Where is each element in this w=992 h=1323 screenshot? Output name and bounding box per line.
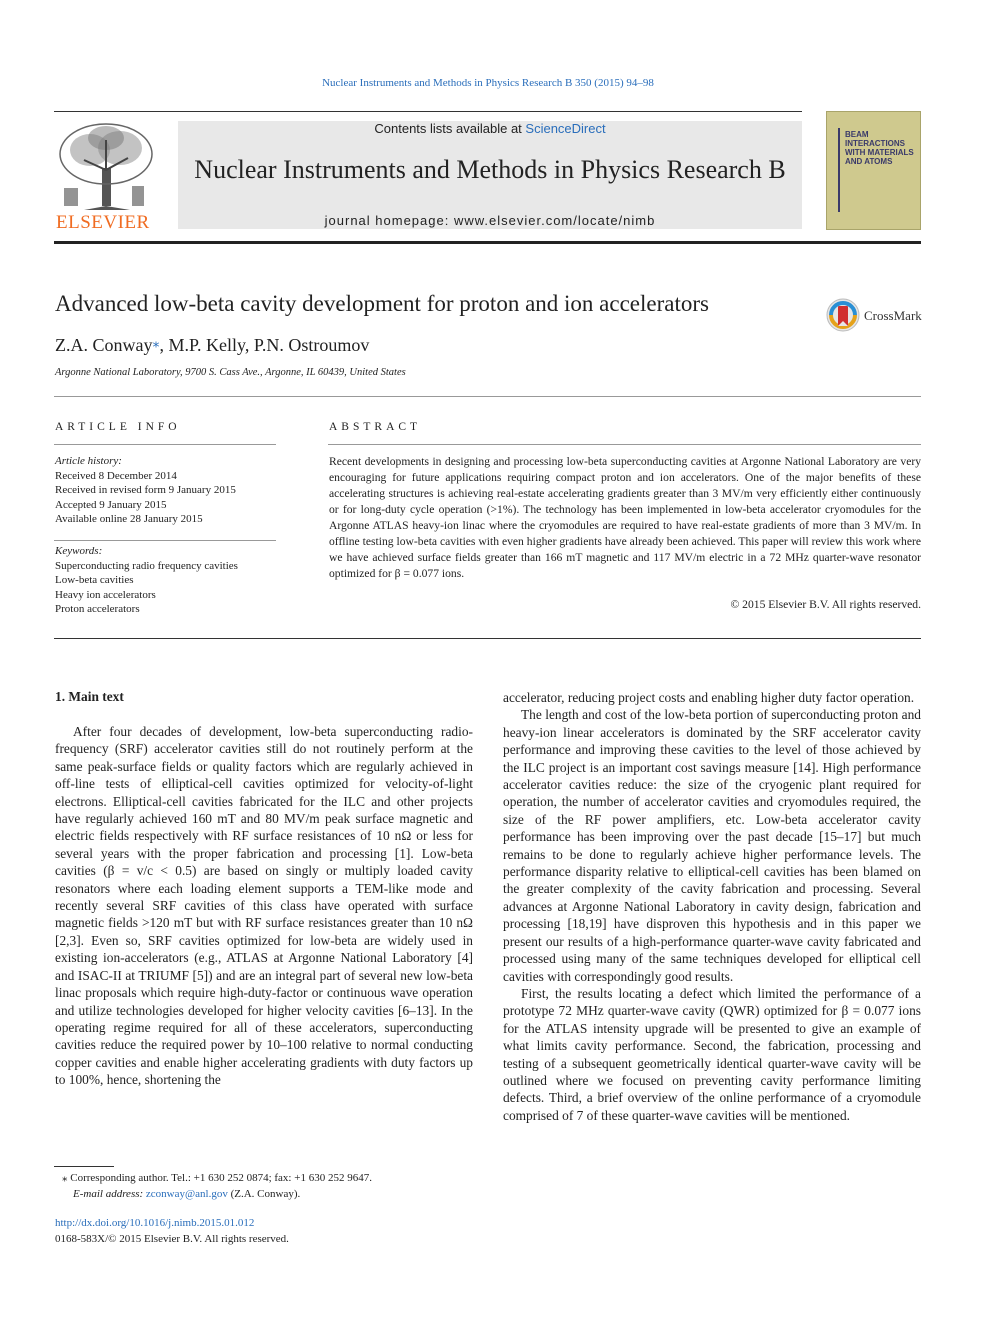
email-line: [62, 1186, 482, 1202]
history-accepted: Accepted 9 January 2015: [55, 498, 167, 511]
abstract-text: Recent developments in designing and processing low-beta superconducting cavities at Argonne National Laboratory are very encouraging for future applications requiring compact proton and ion accelerators. One of the major benefits of these accelerating structures is achieving real-estate accelerating gradients greater than 3 MV/m very efficiently either continuously or for long-duty cycle operation (>1%). The technology has been implemented in low-beta accelerator cryomodules for the Argonne ATLAS heavy-ion linac where the cryomodules are required to have real-estate gradients of more than 3 MV/m. In offline testing low-beta cavities with even higher gradients have already been achieved. This paper will review this work where we have achieved surface fields greater than 166 mT magnetic and 117 MV/m electric in a 72 MHz quarter-wave resonator optimized for β = 0.077 ions.: [329, 455, 921, 580]
contents-prefix: Contents lists available at: [374, 121, 526, 136]
keywords-label: Keywords:: [55, 545, 103, 557]
section-heading: 1. Main text: [55, 689, 124, 704]
cover-title: BEAM INTERACTIONS WITH MATERIALS AND ATOMS: [845, 130, 914, 166]
issn-line: 0168-583X/© 2015 Elsevier B.V. All rights reserved.: [55, 1233, 289, 1245]
affiliation: Argonne National Laboratory, 9700 S. Cass Ave., Argonne, IL 60439, United States: [55, 367, 406, 378]
keywords-rule: [54, 540, 276, 541]
paragraph: The length and cost of the low-beta portion of superconducting proton and heavy-ion linear accelerators is dominated by the SRF accelerator cavity performance and improving these cavities to the level of those achieved by the ILC project is an important cost savings measure [14]. High performance accelerator cavities reduce: the size of the cryogenic plant required for operation, the number of accelerator cavities and cryomodules required, the size of the RF power amplifiers, etc. Low-beta accelerator cavity performance has been improving over the past decade [15–17] but much remains to be done to regularly achieve higher performance levels. The performance disparity relative to elliptical-cell cavities has been blamed on the greater complexity of the cavity fabrication and processing. Several advances at Argonne National Laboratory in cavity design, fabrication and processing [18,19] have disproven this hypothesis and in this paper we present our results of a high-performance quarter-wave cavity fabricated and processed using many of the same techniques developed for elliptical cell cavities with correspondingly good results.: [503, 707, 921, 984]
crossmark-icon[interactable]: [826, 298, 860, 332]
cover-stripe: [838, 128, 840, 212]
corresponding-author-mark[interactable]: ⁎: [152, 336, 160, 351]
author-others: , M.P. Kelly, P.N. Ostroumov: [159, 335, 370, 355]
email-label: E-mail address:: [73, 1188, 144, 1200]
author-conway: Z.A. Conway: [55, 335, 153, 355]
info-top-rule: [54, 396, 921, 397]
footnote-rule: [54, 1166, 114, 1167]
article-title: Advanced low-beta cavity development for proton and ion accelerators: [55, 291, 709, 316]
keyword-item: Proton accelerators: [55, 603, 140, 615]
contents-line: [178, 121, 802, 136]
article-history: [55, 454, 277, 527]
keyword-item: Low-beta cavities: [55, 574, 134, 586]
keywords: [55, 544, 277, 617]
paragraph: After four decades of development, low-beta superconducting radio-frequency (SRF) accelerator cavities still do not routinely perform at the same peak-surface fields or quality factors which are regularly achieved in off-line tests of elliptical-cell cavities optimized for velocity-of-light electrons. Elliptical-cell cavities fabricated for the ILC and other projects have regularly achieved 160 mT and 80 MV/m peak surface magnetic and electric fields respectively with RF surface resistances of 10 nΩ or less for several years with the proper fabrication and processing [1]. Low-beta cavities (β = v/c < 0.5) are based on singly or multiply loaded cavity resonators where each loading element supports a TEM-like mode and recently several SRF cavities of this class have operated with surface magnetic fields >120 mT but with RF surface resistances greater than 10 nΩ [2,3]. Even so, SRF cavities optimized for low-beta are widely used in existing ion-accelerators (e.g., ATLAS at Argonne National Laboratory [4] and ISAC-II at TRIUMF [5]) and are an integral part of several new low-beta linac proposals which require high-duty-factor or continuous wave operation and utilize technologies developed for higher velocity cavities [6–13]. In the operating regime required for all of these accelerators, superconducting cavities reduce the required power by 10–100 relative to normal conducting copper cavities and enable higher accelerating gradients with duty factors up to 100%, hence, shortening the: [55, 724, 473, 1088]
elsevier-wordmark: ELSEVIER: [56, 212, 150, 233]
doi-block: [55, 1215, 475, 1247]
footnote-mark: ⁎: [62, 1172, 68, 1184]
keyword-item: Superconducting radio frequency cavities: [55, 559, 238, 572]
crossmark-label[interactable]: CrossMark: [864, 308, 922, 323]
article-info-heading: ARTICLE INFO: [55, 421, 181, 433]
journal-name: Nuclear Instruments and Methods in Physics Research B: [194, 155, 786, 184]
abstract-rule: [328, 444, 921, 445]
abstract-copyright: © 2015 Elsevier B.V. All rights reserved.: [730, 598, 921, 611]
history-online: Available online 28 January 2015: [55, 513, 203, 525]
article-info-rule: [54, 444, 276, 445]
email-link[interactable]: zconway@anl.gov: [145, 1188, 228, 1200]
paragraph: First, the results locating a defect which limited the performance of a prototype 72 MHz quarter-wave cavity (QWR) optimized for β = 0.077 ions for the ATLAS intensity upgrade will be presented to give an example of what limits cavity performance. Second, the fabrication, processing and testing of a subsequent geometrically identical quarter-wave cavity will be outlined where we focused on preventing cavity performance limiting defects. Third, a brief overview of the online performance of a cryomodule comprised of 7 of these quarter-wave cavities will be mentioned.: [503, 985, 921, 1123]
journal-homepage[interactable]: journal homepage: www.elsevier.com/locate/nimb: [324, 213, 656, 228]
corresponding-author-text: Corresponding author. Tel.: +1 630 252 0874; fax: +1 630 252 9647.: [70, 1172, 372, 1184]
history-received: Received 8 December 2014: [55, 469, 177, 482]
keyword-item: Heavy ion accelerators: [55, 588, 156, 601]
abstract-bottom-rule: [54, 638, 921, 639]
abstract-heading: ABSTRACT: [329, 421, 422, 433]
paragraph: accelerator, reducing project costs and enabling higher duty factor operation.: [503, 690, 915, 705]
left-column: [55, 723, 473, 1089]
journal-cover-image: [826, 111, 921, 230]
header-top-rule: [54, 111, 802, 112]
header-bottom-rule: [54, 241, 921, 244]
footnote: [62, 1170, 482, 1202]
elsevier-tree-logo: [54, 120, 158, 212]
right-column: [503, 689, 921, 1124]
history-revised: Received in revised form 9 January 2015: [55, 484, 236, 496]
journal-citation[interactable]: Nuclear Instruments and Methods in Physics Research B 350 (2015) 94–98: [322, 77, 654, 89]
corresponding-author-note: [62, 1170, 482, 1186]
author-list: [55, 335, 369, 356]
sciencedirect-link[interactable]: ScienceDirect: [525, 121, 606, 136]
email-suffix: (Z.A. Conway).: [230, 1188, 301, 1200]
history-label: Article history:: [55, 455, 122, 467]
doi-link[interactable]: http://dx.doi.org/10.1016/j.nimb.2015.01.012: [55, 1217, 255, 1229]
